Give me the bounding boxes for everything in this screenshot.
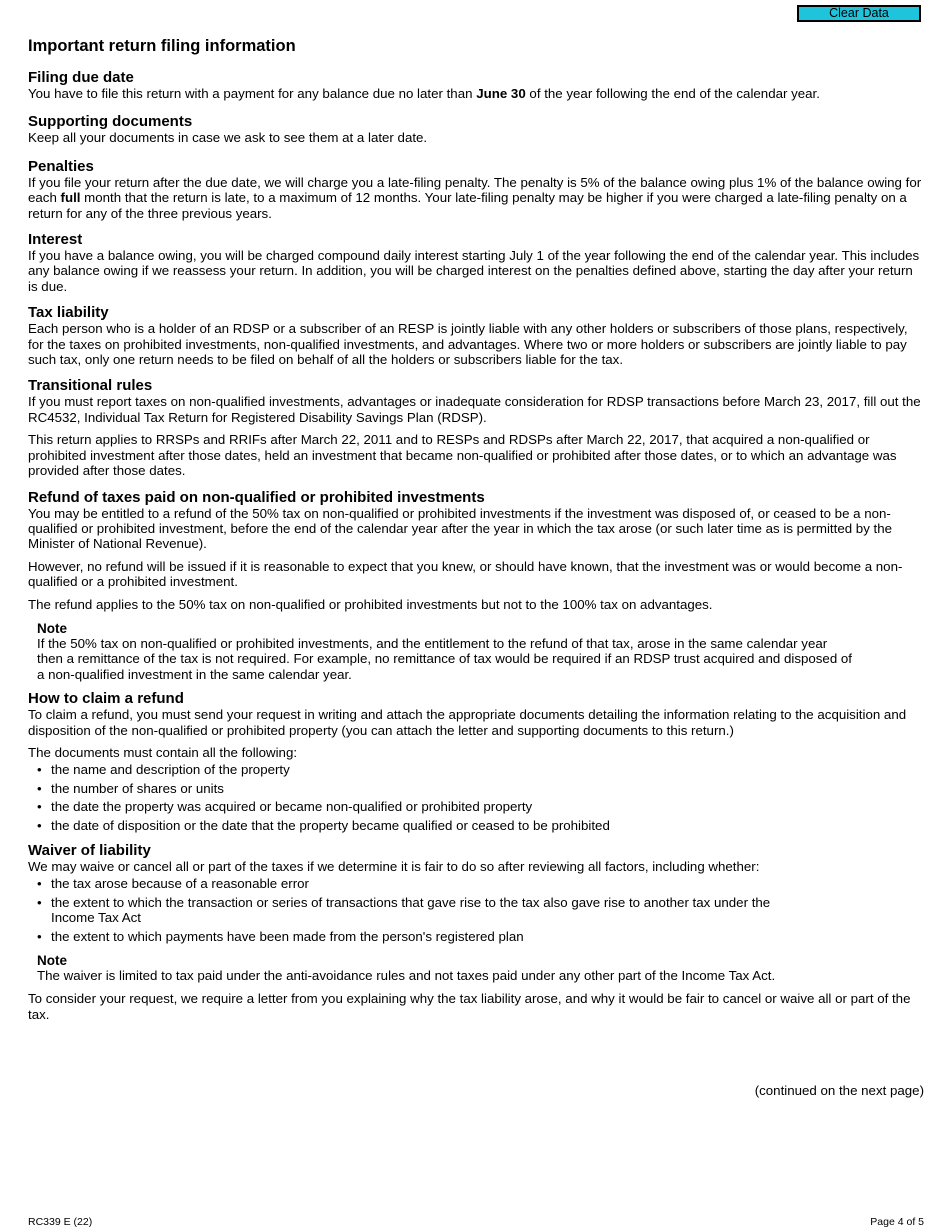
list-item: • the date of disposition or the date that the property became qualified or ceased to be prohibited	[28, 818, 924, 833]
note	[37, 621, 924, 682]
section-supporting-documents	[28, 113, 924, 145]
bullet-list	[28, 762, 924, 833]
section-heading: Supporting documents	[28, 113, 193, 131]
note-heading: Note	[37, 620, 67, 636]
paragraph: To claim a refund, you must send your request in writing and attach the appropriate documents detailing the information relating to the acquisition and disposition of the non-qualified or prohibited property (you can attach the letter and supporting documents to this return.)	[28, 707, 907, 738]
clear-data-button[interactable]: Clear Data	[797, 5, 921, 22]
text: month that the return is late, to a maximum of 12 months. Your late-filing penalty may be higher if you were charged a late-filing penalty on a return for any of the three previous years.	[28, 190, 907, 221]
section-interest	[28, 231, 924, 294]
page-number: Page 4 of 5	[870, 1216, 924, 1228]
text: of the year following the end of the calendar year.	[525, 86, 820, 101]
continued-note: (continued on the next page)	[754, 1083, 924, 1098]
note-text: If the 50% tax on non-qualified or prohibited investments, and the entitlement to the refund of that tax, arose in the same calendar year then a remittance of the tax is not required. For example, no remittance of tax would be required if an RDSP trust acquired and disposed of a non-qualified investment in the same calendar year.	[37, 635, 853, 682]
text: You have to file this return with a payment for any balance due no later than	[28, 86, 477, 101]
section-filing-due-date	[28, 69, 924, 101]
section-heading: Waiver of liability	[28, 842, 151, 859]
section-heading: Filing due date	[28, 69, 134, 86]
paragraph: If you have a balance owing, you will be charged compound daily interest starting July 1 of the year following the end of the calendar year. This includes any balance owing if we reassess your return. In addition, you will be charged interest on the penalties defined above, starting the day after your return is due.	[28, 248, 920, 294]
content	[28, 69, 924, 1030]
paragraph	[28, 175, 924, 221]
list-item: • the date the property was acquired or became non-qualified or prohibited property	[28, 799, 924, 814]
section-transitional-rules	[28, 377, 924, 478]
section-heading: Penalties	[28, 157, 94, 175]
page-title: Important return filing information	[28, 37, 296, 55]
section-heading: How to claim a refund	[28, 690, 184, 708]
section-heading: Transitional rules	[28, 377, 153, 395]
text: If you file your return after the due date, we will charge you a late-filing penalty. The penalty is 5% of the balance owing plus 1% of the balance owing for each	[28, 174, 922, 206]
list-item: • the name and description of the property	[28, 762, 924, 777]
section-heading: Refund of taxes paid on non-qualified or prohibited investments	[28, 488, 485, 506]
paragraph: If you must report taxes on non-qualified investments, advantages or inadequate consideration for RDSP transactions before March 23, 2017, fill out the RC4532, Individual Tax Return for Registered Disability Savings Plan (RDSP).	[28, 394, 921, 425]
list-item: • the tax arose because of a reasonable error	[28, 876, 924, 891]
paragraph: To consider your request, we require a letter from you explaining why the tax liability arose, and why it would be fair to cancel or waive all or part of the tax.	[28, 991, 911, 1022]
bullet-list	[28, 876, 924, 944]
section-how-to-claim-refund	[28, 690, 924, 833]
paragraph: The documents must contain all the following:	[28, 744, 298, 760]
section-heading: Tax liability	[28, 304, 109, 322]
paragraph: This return applies to RRSPs and RRIFs after March 22, 2011 and to RESPs and RDSPs after March 22, 2017, that acquired a non-qualified or prohibited investment after those dates, held an investment that became non-qualified or prohibited after those dates, or to which an advantage was provided after those dates.	[28, 432, 897, 479]
paragraph: Keep all your documents in case we ask to see them at a later date.	[28, 130, 428, 146]
bold-text: full	[60, 190, 81, 206]
section-penalties	[28, 158, 924, 221]
note-heading: Note	[37, 953, 67, 969]
section-heading: Interest	[28, 231, 83, 249]
list-item: • the extent to which payments have been made from the person's registered plan	[28, 929, 924, 944]
bold-text: June 30	[476, 86, 526, 101]
paragraph: Each person who is a holder of an RDSP or a subscriber of an RESP is jointly liable with any other holders or subscribers of those plans, respectively, for the taxes on prohibited investments, non-qualified investments, and advantages. Where two or more holders or subscribers are jointly liable to pay such tax, only one return needs to be filed on behalf of all the holders or subscribers liable for the tax.	[28, 321, 908, 368]
paragraph	[28, 86, 924, 101]
paragraph: You may be entitled to a refund of the 50% tax on non-qualified or prohibited investments if the investment was disposed of, or ceased to be a non-qualified or prohibited investment, before the end of the calendar year after the year in which the tax arose (or such later time as is permitted by the Minister of National Revenue).	[28, 505, 893, 552]
paragraph: We may waive or cancel all or part of the taxes if we determine it is fair to do so after reviewing all factors, including whether:	[28, 859, 760, 874]
section-refund-of-taxes	[28, 489, 924, 683]
section-tax-liability	[28, 304, 924, 367]
section-waiver-of-liability	[28, 842, 924, 1022]
list-item: • the number of shares or units	[28, 781, 924, 796]
form-identifier: RC339 E (22)	[28, 1216, 93, 1228]
paragraph: However, no refund will be issued if it is reasonable to expect that you knew, or should have known, that the investment was or would become a non-qualified or a prohibited investment.	[28, 558, 903, 590]
note-text: The waiver is limited to tax paid under the anti-avoidance rules and not taxes paid under any other part of the Income Tax Act.	[37, 968, 776, 984]
list-item: • the extent to which the transaction or series of transactions that gave rise to the tax also gave rise to another tax under the Income Tax Act	[28, 895, 924, 926]
paragraph: The refund applies to the 50% tax on non-qualified or prohibited investments but not to the 100% tax on advantages.	[28, 596, 713, 612]
note	[37, 953, 924, 983]
